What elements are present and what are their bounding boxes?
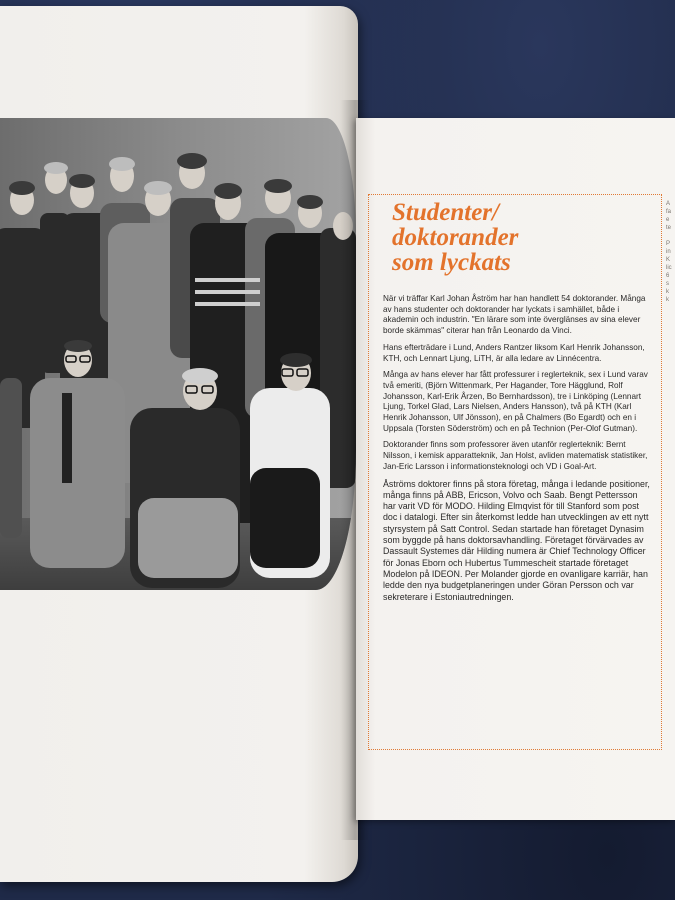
article-paragraph: Doktorander finns som professorer även utanför reglerteknik: Bernt Nilsson, i kemisk apparatteknik, Jan Holst, avliden matematisk statistiker, Jan-Eric Larsson i informationsteknologi och VD i Goal-Art. xyxy=(383,440,648,471)
fragment-line: te xyxy=(666,225,672,231)
fragment-line: A xyxy=(666,201,671,207)
group-photo xyxy=(0,118,356,590)
article-paragraph: Många av hans elever har fått professurer i reglerteknik, sex i Lund varav två emeriti, (Björn Wittenmark, Per Hagander, Tore Hägglund, Rolf Johansson, Karl-Erik Årzen, Bo Bernhardsson), tre i Linköping (Lennart Ljung, Torkel Glad, Lars Nielsen, Anders Hansson), två på KTH (Karl Henrik Johansson, Ulf Jönsson), en på Chalmers (Bo Egardt) och en i Uppsala (Torsten Söderström) och en på Technion (Per-Olof Gutman). xyxy=(383,370,648,433)
next-page-fragment xyxy=(666,200,675,380)
heading-line: som lyckats xyxy=(392,249,511,276)
group-photo-illustration xyxy=(0,118,356,590)
fragment-line: 6 xyxy=(666,273,670,279)
fragment-line: in xyxy=(666,249,671,255)
heading-line: Studenter/ xyxy=(392,199,499,226)
heading-line: doktorander xyxy=(392,224,519,251)
article-paragraph: Hans efterträdare i Lund, Anders Rantzer liksom Karl Henrik Johansson, KTH, och Lennart Ljung, LiTH, är alla ledare av Linnécentra. xyxy=(383,342,645,363)
article-heading xyxy=(392,200,647,275)
fragment-line: K xyxy=(666,257,671,263)
fragment-line: k xyxy=(666,297,669,303)
article-paragraph: När vi träffar Karl Johan Åström har han handlett 54 doktorander. Många av hans studenter och doktorander har lyckats i samhället, både i akademin och industrin. "En lärare som inte överglänses av sina elever borde skämmas" citerar han från Leonardo da Vinci. xyxy=(383,294,646,336)
article-paragraph: Åströms doktorer finns på stora företag, många i ledande positioner, många finns på ABB, Ericson, Volvo och Saab. Bengt Pettersson har varit VD för MODO. Hilding Elmqvist för till Stanford som post doc i datalogi. Efter sin återkomst ledde han utvecklingen av ett nytt styrsystem på Satt Control. Sedan startade han företaget Dynasim som byggde på hans doktorsavhandling. Företaget förvärvades av Dassault Systemes där Hilding numera är Chief Technology Officer för Jonas Eborn och Hubertus Tummescheit startade företaget Modelon på IDEON. Per Molander gjorde en ovanligare karriär, han ledde den nya budgetplaneringen under Göran Persson och var sekreterare i Estoniautredningen. xyxy=(383,478,650,602)
fragment-line: fa xyxy=(666,209,672,215)
fragment-line: e xyxy=(666,217,670,223)
fragment-line: P xyxy=(666,241,671,247)
fragment-line: lic xyxy=(666,265,672,271)
fragment-line: s xyxy=(666,281,669,287)
article-body xyxy=(383,294,651,609)
fragment-line: k xyxy=(666,289,669,295)
